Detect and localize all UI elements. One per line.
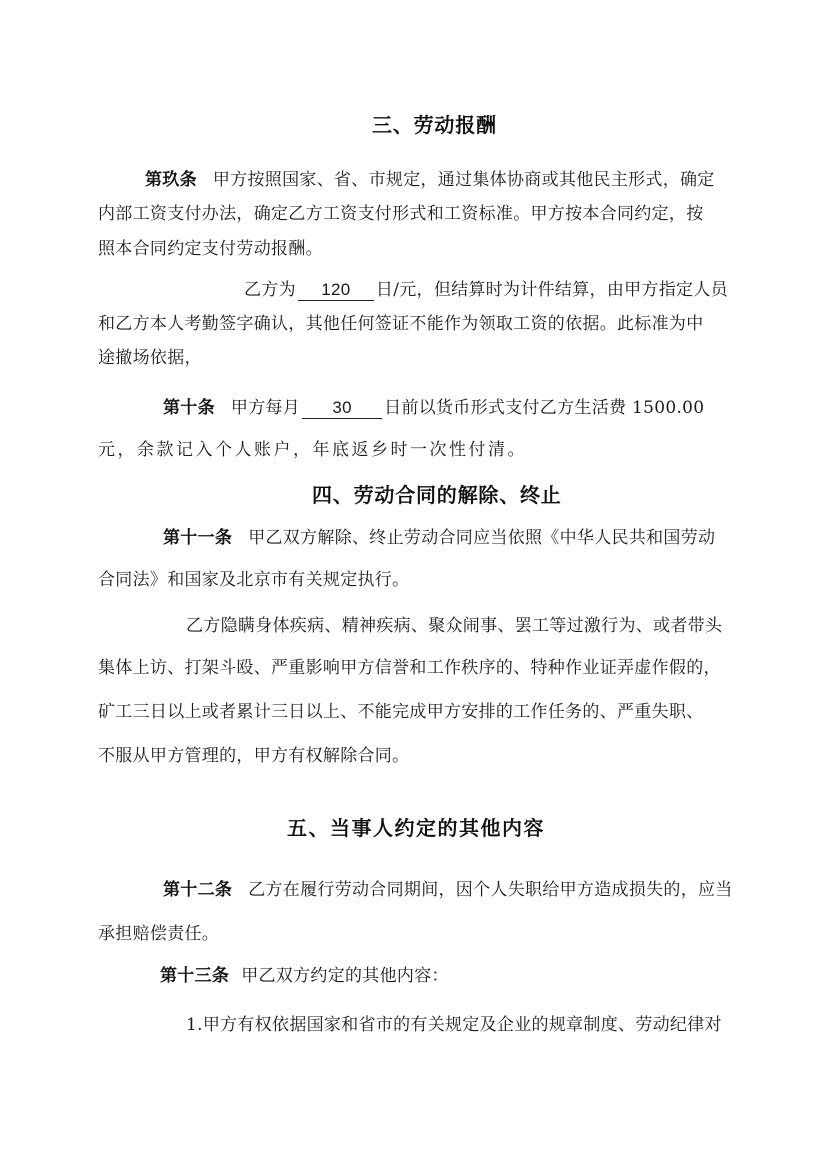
section-heading-other: 五、当事人约定的其他内容 <box>287 816 545 840</box>
dismissal-clause-line-3: 矿工三日以上或者累计三日以上、不能完成甲方安排的工作任务的、严重失职、 <box>98 702 704 722</box>
article-11-label: 第十一条 <box>163 528 233 548</box>
article-10-suffix: 日前以货币形式支付乙方生活费 1500.00 <box>384 398 705 418</box>
dismissal-clause-line-2: 集体上访、打架斗殴、严重影响甲方信誉和工作秩序的、特种作业证弄虚作假的， <box>98 658 721 678</box>
article-10-day-blank: 30 <box>302 398 382 419</box>
wage-rate-line-3: 途撤场依据， <box>98 348 202 368</box>
article-12-line-2: 承担赔偿责任。 <box>98 924 220 944</box>
article-10-line-1 <box>163 396 704 420</box>
article-12-text: 乙方在履行劳动合同期间，因个人失职给甲方造成损失的，应当 <box>248 880 733 900</box>
wage-rate-line-2: 和乙方本人考勤签字确认，其他任何签证不能作为领取工资的依据。此标准为中 <box>98 314 704 334</box>
article-13-label: 第十三条 <box>160 966 230 986</box>
wage-rate-suffix: 日/元，但结算时为计件结算，由甲方指定人员 <box>375 280 728 300</box>
section-heading-termination: 四、劳动合同的解除、终止 <box>312 483 562 507</box>
article-10-label: 第十条 <box>163 398 215 418</box>
article-9-line-3: 照本合同约定支付劳动报酬。 <box>98 239 323 259</box>
dismissal-clause-line-4: 不服从甲方管理的，甲方有权解除合同。 <box>98 746 410 766</box>
section-heading-pay: 三、劳动报酬 <box>372 113 497 137</box>
article-10-line-2: 元，余款记入个人账户，年底返乡时一次性付清。 <box>98 440 527 460</box>
wage-rate-amount-blank: 120 <box>298 280 374 301</box>
article-12-label: 第十二条 <box>163 880 233 900</box>
article-11-line-2: 合同法》和国家及北京市有关规定执行。 <box>98 570 410 590</box>
article-9-line-2: 内部工资支付办法，确定乙方工资支付形式和工资标准。甲方按本合同约定，按 <box>98 204 704 224</box>
article-12-line-1 <box>163 878 733 902</box>
article-11-line-1 <box>163 526 715 550</box>
wage-rate-line-1 <box>244 278 728 302</box>
article-13-text: 甲乙双方约定的其他内容： <box>241 966 449 986</box>
article-13-line <box>160 964 449 988</box>
other-item-1: 1.甲方有权依据国家和省市的有关规定及企业的规章制度、劳动纪律对 <box>186 1015 722 1035</box>
article-11-text: 甲乙双方解除、终止劳动合同应当依照《中华人民共和国劳动 <box>248 528 716 548</box>
article-9-text: 甲方按照国家、省、市规定，通过集体协商或其他民主形式，确定 <box>212 170 715 190</box>
article-9-line-1 <box>145 168 715 192</box>
dismissal-clause-line-1: 乙方隐瞒身体疾病、精神疾病、聚众闹事、罢工等过激行为、或者带头 <box>186 616 723 636</box>
wage-rate-prefix: 乙方为 <box>244 280 296 300</box>
article-9-label: 第玖条 <box>145 170 197 190</box>
article-10-prefix: 甲方每月 <box>230 398 301 418</box>
